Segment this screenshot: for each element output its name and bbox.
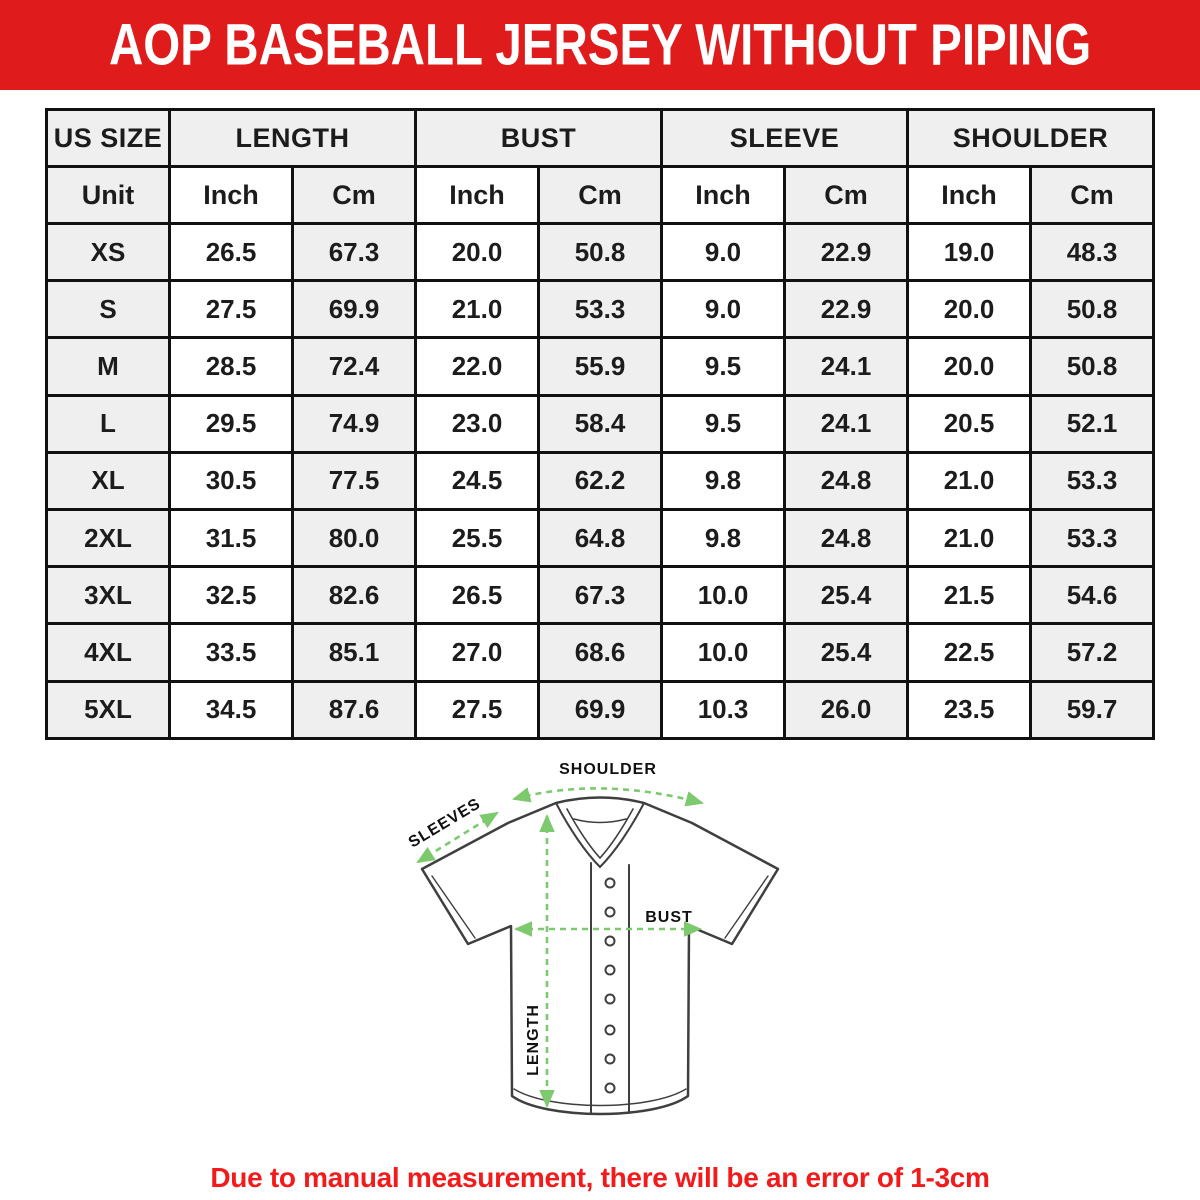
- table-unit-header-row: [47, 167, 1154, 224]
- measurement-cell: 22.9: [785, 281, 908, 338]
- unit-cell: Cm: [539, 167, 662, 224]
- measurement-cell: 30.5: [170, 452, 293, 509]
- measurement-cell: 9.8: [662, 509, 785, 566]
- size-label-cell: M: [47, 338, 170, 395]
- size-chart-section: [45, 108, 1155, 740]
- table-row: [47, 395, 1154, 452]
- measurement-cell: 24.8: [785, 452, 908, 509]
- measurement-cell: 50.8: [539, 224, 662, 281]
- measurement-cell: 9.5: [662, 395, 785, 452]
- column-header-shoulder: SHOULDER: [908, 110, 1154, 167]
- measurement-cell: 20.5: [908, 395, 1031, 452]
- measurement-cell: 48.3: [1031, 224, 1154, 281]
- size-label-cell: S: [47, 281, 170, 338]
- measurement-cell: 9.0: [662, 224, 785, 281]
- measurement-cell: 34.5: [170, 681, 293, 738]
- measurement-cell: 87.6: [293, 681, 416, 738]
- measurement-cell: 33.5: [170, 624, 293, 681]
- unit-cell: Cm: [1031, 167, 1154, 224]
- measurement-cell: 50.8: [1031, 281, 1154, 338]
- size-label-cell: 4XL: [47, 624, 170, 681]
- measurement-cell: 67.3: [539, 567, 662, 624]
- size-chart-table: [45, 108, 1155, 740]
- size-label-cell: 5XL: [47, 681, 170, 738]
- size-label-cell: 2XL: [47, 509, 170, 566]
- measurement-cell: 20.0: [908, 281, 1031, 338]
- bust-label: BUST: [645, 908, 693, 926]
- measurement-cell: 52.1: [1031, 395, 1154, 452]
- measurement-cell: 26.5: [416, 567, 539, 624]
- measurement-cell: 59.7: [1031, 681, 1154, 738]
- measurement-cell: 20.0: [416, 224, 539, 281]
- unit-cell: Cm: [785, 167, 908, 224]
- measurement-cell: 67.3: [293, 224, 416, 281]
- table-group-header-row: [47, 110, 1154, 167]
- measurement-cell: 53.3: [1031, 452, 1154, 509]
- measurement-cell: 25.4: [785, 624, 908, 681]
- unit-cell: Inch: [908, 167, 1031, 224]
- measurement-cell: 27.5: [416, 681, 539, 738]
- measurement-cell: 24.5: [416, 452, 539, 509]
- measurement-cell: 69.9: [293, 281, 416, 338]
- measurement-cell: 74.9: [293, 395, 416, 452]
- measurement-cell: 69.9: [539, 681, 662, 738]
- measurement-cell: 55.9: [539, 338, 662, 395]
- table-row: [47, 224, 1154, 281]
- length-label: LENGTH: [525, 1003, 542, 1076]
- measurement-cell: 10.0: [662, 567, 785, 624]
- measurement-cell: 50.8: [1031, 338, 1154, 395]
- measurement-cell: 24.8: [785, 509, 908, 566]
- measurement-disclaimer: Due to manual measurement, there will be an error of 1-3cm: [210, 1161, 990, 1193]
- size-label-cell: XS: [47, 224, 170, 281]
- measurement-cell: 28.5: [170, 338, 293, 395]
- measurement-cell: 58.4: [539, 395, 662, 452]
- measurement-cell: 10.0: [662, 624, 785, 681]
- table-row: [47, 338, 1154, 395]
- size-label-cell: XL: [47, 452, 170, 509]
- measurement-cell: 24.1: [785, 338, 908, 395]
- measurement-cell: 53.3: [1031, 509, 1154, 566]
- measurement-cell: 53.3: [539, 281, 662, 338]
- measurement-cell: 31.5: [170, 509, 293, 566]
- sleeves-label: SLEEVES: [405, 794, 484, 852]
- jersey-diagram-svg: [380, 746, 820, 1146]
- measurement-cell: 22.9: [785, 224, 908, 281]
- measurement-cell: 9.0: [662, 281, 785, 338]
- measurement-cell: 21.0: [908, 452, 1031, 509]
- measurement-cell: 19.0: [908, 224, 1031, 281]
- measurement-cell: 23.0: [416, 395, 539, 452]
- size-chart-body: [47, 224, 1154, 739]
- measurement-cell: 54.6: [1031, 567, 1154, 624]
- column-header-length: LENGTH: [170, 110, 416, 167]
- measurement-cell: 9.5: [662, 338, 785, 395]
- unit-header-cell: Unit: [47, 167, 170, 224]
- measurement-cell: 26.5: [170, 224, 293, 281]
- unit-cell: Inch: [662, 167, 785, 224]
- page-title: AOP BASEBALL JERSEY WITHOUT PIPING: [108, 12, 1092, 78]
- measurement-cell: 82.6: [293, 567, 416, 624]
- measurement-cell: 62.2: [539, 452, 662, 509]
- table-row: [47, 624, 1154, 681]
- size-label-cell: 3XL: [47, 567, 170, 624]
- unit-cell: Inch: [170, 167, 293, 224]
- table-row: [47, 509, 1154, 566]
- measurement-cell: 21.0: [416, 281, 539, 338]
- measurement-cell: 72.4: [293, 338, 416, 395]
- measurement-cell: 20.0: [908, 338, 1031, 395]
- measurement-cell: 27.0: [416, 624, 539, 681]
- measurement-cell: 24.1: [785, 395, 908, 452]
- measurement-cell: 25.4: [785, 567, 908, 624]
- measurement-cell: 23.5: [908, 681, 1031, 738]
- unit-cell: Inch: [416, 167, 539, 224]
- measurement-cell: 21.5: [908, 567, 1031, 624]
- measurement-cell: 9.8: [662, 452, 785, 509]
- column-header-bust: BUST: [416, 110, 662, 167]
- measurement-cell: 22.5: [908, 624, 1031, 681]
- table-row: [47, 681, 1154, 738]
- column-header-sleeve: SLEEVE: [662, 110, 908, 167]
- size-label-cell: L: [47, 395, 170, 452]
- table-row: [47, 452, 1154, 509]
- column-header-us-size: US SIZE: [47, 110, 170, 167]
- measurement-cell: 85.1: [293, 624, 416, 681]
- measurement-cell: 57.2: [1031, 624, 1154, 681]
- measurement-cell: 22.0: [416, 338, 539, 395]
- measurement-cell: 10.3: [662, 681, 785, 738]
- measurement-cell: 29.5: [170, 395, 293, 452]
- measurement-cell: 64.8: [539, 509, 662, 566]
- measurement-cell: 68.6: [539, 624, 662, 681]
- measurement-cell: 77.5: [293, 452, 416, 509]
- jersey-measurement-diagram: [380, 746, 820, 1146]
- unit-cell: Cm: [293, 167, 416, 224]
- shoulder-label: SHOULDER: [559, 760, 657, 778]
- title-banner: [0, 0, 1200, 90]
- measurement-cell: 21.0: [908, 509, 1031, 566]
- table-row: [47, 281, 1154, 338]
- measurement-cell: 25.5: [416, 509, 539, 566]
- measurement-cell: 80.0: [293, 509, 416, 566]
- measurement-cell: 27.5: [170, 281, 293, 338]
- jersey-outline: [422, 797, 778, 1114]
- table-row: [47, 567, 1154, 624]
- measurement-cell: 32.5: [170, 567, 293, 624]
- measurement-cell: 26.0: [785, 681, 908, 738]
